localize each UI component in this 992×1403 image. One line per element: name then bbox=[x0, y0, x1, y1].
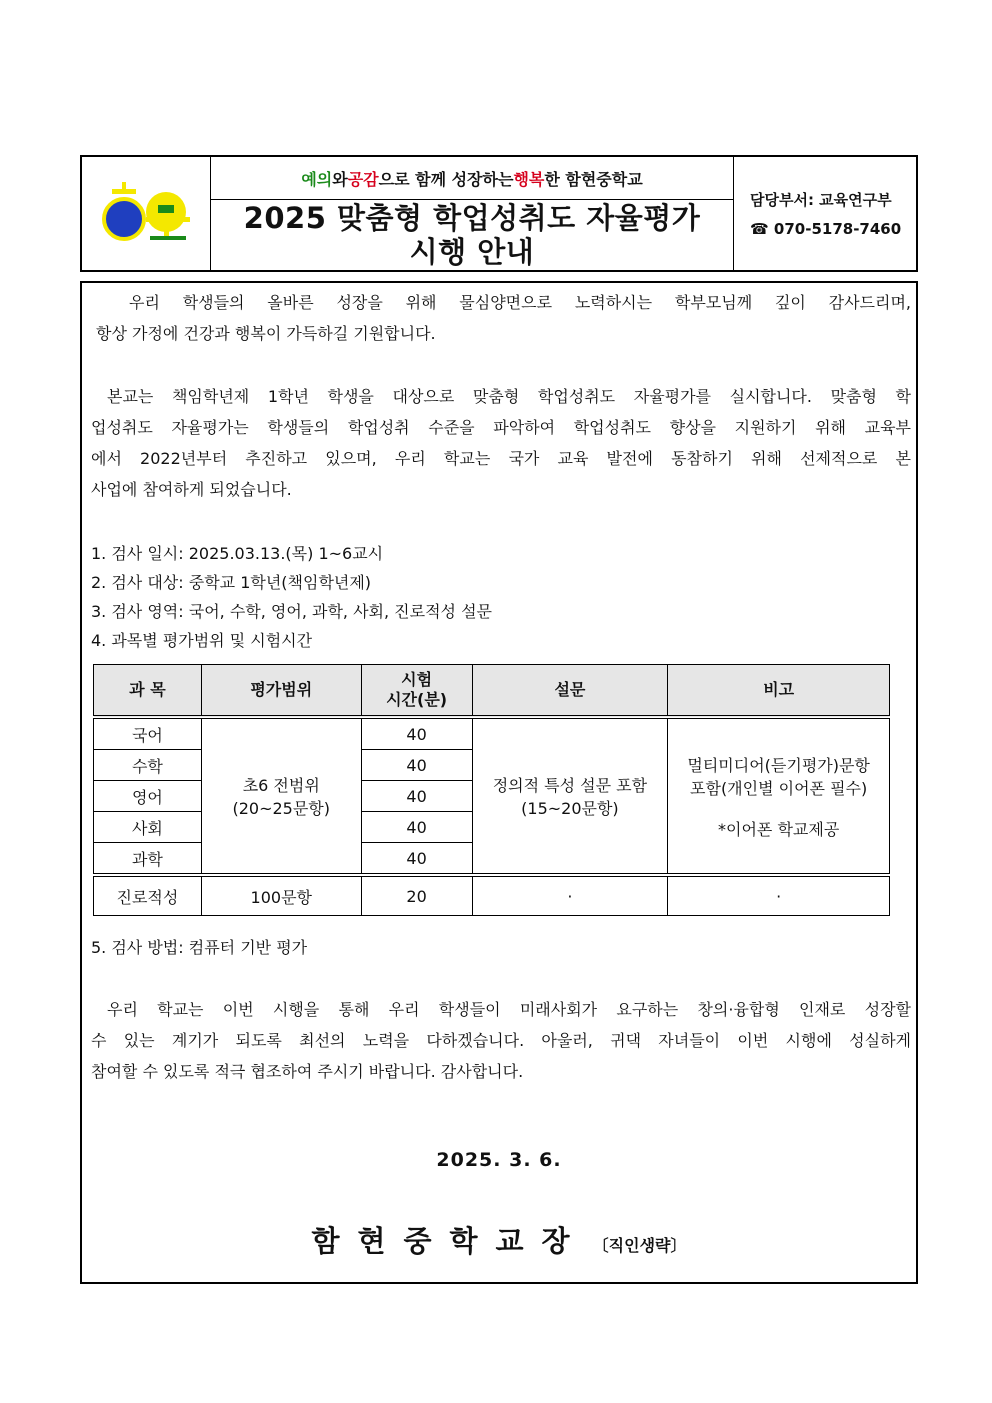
item-exam-target: 2. 검사 대상: 중학교 1학년(책임학년제) bbox=[91, 573, 372, 592]
slogan-part: 으로 함께 성장하는 bbox=[378, 169, 514, 189]
range-cell: 100문항 bbox=[201, 875, 361, 916]
greeting-line: 항상 가정에 건강과 행복이 가득하길 기원합니다. bbox=[96, 324, 436, 343]
survey-cell bbox=[472, 717, 668, 875]
closing-line: 우리 학교는 이번 시행을 통해 우리 학생들이 미래사회가 요구하는 창의·융합형 인재로 성장할 bbox=[107, 1000, 911, 1019]
title-cell bbox=[211, 157, 734, 270]
signature bbox=[82, 1219, 916, 1260]
survey-cell: · bbox=[472, 875, 668, 916]
document-title bbox=[211, 200, 733, 270]
closing-paragraph bbox=[91, 994, 911, 1087]
note-line: 멀티미디어(듣기평가)문항 bbox=[687, 755, 870, 775]
survey-line: 정의적 특성 설문 포함 bbox=[492, 776, 648, 795]
item-exam-date: 1. 검사 일시: 2025.03.13.(목) 1~6교시 bbox=[91, 544, 384, 563]
subject-cell: 국어 bbox=[94, 717, 202, 750]
greeting-paragraph bbox=[91, 287, 911, 349]
document-date: 2025. 3. 6. bbox=[436, 1149, 562, 1171]
school-logo-cell bbox=[82, 157, 211, 270]
note-cell: · bbox=[668, 875, 890, 916]
item-exam-method: 5. 검사 방법: 컴퓨터 기반 평가 bbox=[91, 938, 308, 957]
closing-line: 참여할 수 있도록 적극 협조하여 주시기 바랍니다. 감사합니다. bbox=[91, 1062, 524, 1081]
time-cell: 40 bbox=[361, 781, 472, 812]
slogan-part: 한 함현중학교 bbox=[544, 169, 643, 189]
range-line: 초6 전범위 bbox=[242, 776, 320, 795]
time-cell: 40 bbox=[361, 717, 472, 750]
subject-cell: 수학 bbox=[94, 750, 202, 781]
item-subject-scope: 4. 과목별 평가범위 및 시험시간 bbox=[91, 631, 313, 650]
slogan-part: 예의 bbox=[301, 169, 333, 189]
header-range: 평가범위 bbox=[201, 665, 361, 718]
slogan-part: 공감 bbox=[347, 169, 379, 189]
item-exam-areas: 3. 검사 영역: 국어, 수학, 영어, 과학, 사회, 진로적성 설문 bbox=[91, 602, 492, 621]
header-note: 비고 bbox=[668, 665, 890, 718]
time-cell: 40 bbox=[361, 750, 472, 781]
time-cell: 40 bbox=[361, 843, 472, 876]
header-time bbox=[361, 665, 472, 718]
note-line: 포함(개인별 이어폰 필수) bbox=[690, 778, 868, 798]
school-logo bbox=[82, 157, 211, 270]
time-cell: 20 bbox=[361, 875, 472, 916]
title-line-2: 시행 안내 bbox=[409, 235, 535, 269]
slogan-part: 와 bbox=[332, 169, 348, 189]
table-row bbox=[94, 717, 890, 750]
subject-cell: 과학 bbox=[94, 843, 202, 876]
contact-cell bbox=[734, 157, 916, 270]
time-cell: 40 bbox=[361, 812, 472, 843]
closing-line: 수 있는 계기가 되도록 최선의 노력을 다하겠습니다. 아울러, 귀댁 자녀들이 이번 시행에 성실하게 bbox=[91, 1031, 911, 1050]
header-subject: 과 목 bbox=[94, 665, 202, 718]
subject-cell: 진로적성 bbox=[94, 875, 202, 916]
range-line: (20~25문항) bbox=[232, 799, 331, 818]
department: 담당부서: 교육연구부 bbox=[750, 191, 892, 209]
header-time-line: 시험 bbox=[401, 670, 433, 689]
subject-cell: 영어 bbox=[94, 781, 202, 812]
note-cell bbox=[668, 717, 890, 875]
header-time-line: 시간(분) bbox=[386, 690, 448, 709]
seal-omitted-note: 〔직인생략〕 bbox=[592, 1236, 687, 1255]
survey-line: (15~20문항) bbox=[521, 799, 619, 818]
intro-paragraph bbox=[91, 381, 911, 505]
intro-line: 에서 2022년부터 추진하고 있으며, 우리 학교는 국가 교육 발전에 동참하기 위해 선제적으로 본 bbox=[91, 449, 911, 468]
table-row-career bbox=[94, 875, 890, 916]
body-box bbox=[80, 281, 918, 1284]
greeting-line: 우리 학생들의 올바른 성장을 위해 물심양면으로 노력하시는 학부모님께 깊이 감사드리며, bbox=[129, 293, 911, 312]
intro-line: 본교는 책임학년제 1학년 학생을 대상으로 맞춤형 학업성취도 자율평가를 실시합니다. 맞춤형 학 bbox=[107, 387, 911, 406]
phone-number: ☎ 070-5178-7460 bbox=[750, 220, 902, 238]
intro-line: 업성취도 자율평가는 학생들의 학업성취 수준을 파악하여 학업성취도 향상을 지원하기 위해 교육부 bbox=[91, 418, 911, 437]
header-box bbox=[80, 155, 918, 272]
header-survey: 설문 bbox=[472, 665, 668, 718]
principal-name: 함현중학교장 bbox=[311, 1224, 588, 1258]
subject-cell: 사회 bbox=[94, 812, 202, 843]
subject-table bbox=[93, 664, 890, 916]
school-slogan bbox=[211, 157, 733, 200]
slogan-part: 행복 bbox=[513, 169, 545, 189]
table-header-row bbox=[94, 665, 890, 718]
range-cell bbox=[201, 717, 361, 875]
note-line: *이어폰 학교제공 bbox=[718, 819, 840, 839]
intro-line: 사업에 참여하게 되었습니다. bbox=[91, 480, 292, 499]
title-line-1: 2025 맞춤형 학업성취도 자율평가 bbox=[243, 201, 701, 235]
